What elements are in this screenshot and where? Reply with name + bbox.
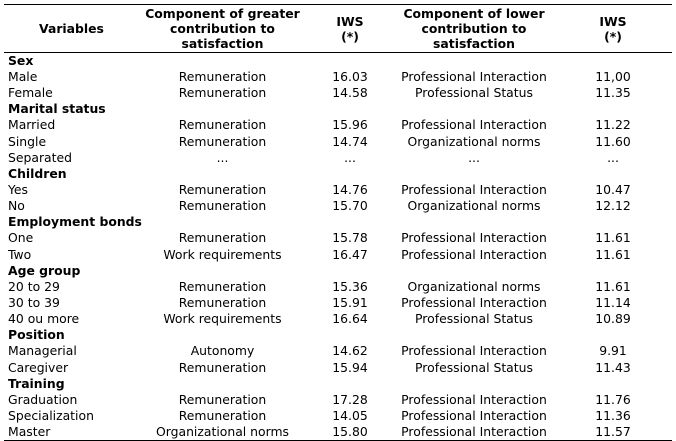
variable-label: Caregiver	[8, 359, 69, 375]
variable-label: 20 to 29	[8, 278, 60, 294]
iws-lower-value: 11.76	[595, 391, 631, 407]
greater-component: Remuneration	[178, 117, 267, 133]
iws-lower-value: 11.61	[595, 278, 631, 294]
iws-greater-value: 15.70	[332, 198, 368, 214]
table-row	[4, 182, 672, 198]
iws-greater-value: ...	[344, 149, 356, 165]
greater-component: ...	[216, 149, 229, 165]
lower-component: Professional Interaction	[401, 182, 547, 198]
iws-lower-value: 11,00	[595, 69, 631, 85]
iws-lower-value: 11.57	[554, 424, 672, 441]
lower-component: Professional Interaction	[401, 230, 547, 246]
iws-greater-value: 14.76	[332, 182, 368, 198]
iws-greater-value: 14.58	[332, 85, 368, 101]
lower-component: Professional Interaction	[401, 295, 547, 311]
table-row	[4, 408, 672, 424]
lower-component: Professional Interaction	[401, 391, 547, 407]
group-label: Position	[8, 327, 65, 343]
greater-component: Remuneration	[178, 408, 267, 424]
table-row	[4, 85, 672, 101]
table-row	[4, 295, 672, 311]
iws-lower-value: ...	[607, 149, 619, 165]
greater-component: Remuneration	[178, 278, 267, 294]
variable-label: 40 ou more	[8, 311, 80, 327]
header-iws-lower: IWS (*)	[554, 5, 672, 53]
iws-greater-value: 16.03	[332, 69, 368, 85]
variable-label: One	[8, 230, 34, 246]
table-row	[4, 279, 672, 295]
iws-greater-value: 15.78	[332, 230, 368, 246]
table-row	[4, 392, 672, 408]
greater-component: Remuneration	[178, 85, 267, 101]
header-row	[4, 5, 672, 53]
iws-greater-value: 16.47	[332, 246, 368, 262]
greater-component: Remuneration	[178, 359, 267, 375]
group-label: Sex	[8, 53, 34, 68]
lower-component: ...	[468, 149, 480, 165]
variable-label: No	[8, 198, 25, 214]
iws-lower-value: 10.47	[595, 182, 631, 198]
greater-component: Work requirements	[163, 311, 282, 327]
table-row	[4, 134, 672, 150]
variable-label: Female	[8, 85, 53, 101]
table-row	[4, 424, 672, 441]
lower-component: Professional Interaction	[401, 246, 547, 262]
variable-label: Male	[8, 69, 38, 85]
group-row	[4, 376, 672, 392]
iws-lower-value: 11.61	[595, 246, 631, 262]
table-row	[4, 343, 672, 359]
lower-component: Professional Interaction	[401, 343, 547, 359]
group-label: Training	[8, 375, 65, 391]
lower-component: Organizational norms	[407, 278, 541, 294]
group-label: Employment bonds	[8, 214, 142, 230]
iws-lower-value: 11.36	[595, 408, 631, 424]
iws-lower-value: 11.35	[595, 85, 631, 101]
iws-lower-value: 11.43	[595, 359, 631, 375]
lower-component: Professional Interaction	[401, 69, 547, 85]
variable-label: Married	[8, 117, 56, 133]
table-body	[4, 53, 672, 441]
greater-component: Remuneration	[178, 230, 267, 246]
iws-lower-value: 11.14	[595, 295, 631, 311]
iws-greater-value: 15.96	[332, 117, 368, 133]
group-row	[4, 214, 672, 230]
group-row	[4, 166, 672, 182]
variable-label: Two	[8, 246, 32, 262]
satisfaction-table	[4, 4, 672, 441]
iws-greater-value: 15.91	[332, 295, 368, 311]
iws-lower-value: 10.89	[595, 311, 631, 327]
variable-label: Master	[4, 424, 139, 441]
greater-component: Remuneration	[178, 182, 267, 198]
greater-component: Work requirements	[163, 246, 282, 262]
table-row	[4, 69, 672, 85]
iws-lower-value: 9.91	[599, 343, 627, 359]
iws-greater-value: 17.28	[332, 391, 368, 407]
variable-label: 30 to 39	[8, 295, 60, 311]
lower-component: Organizational norms	[407, 133, 541, 149]
greater-component: Remuneration	[178, 69, 267, 85]
table-row	[4, 360, 672, 376]
variable-label: Managerial	[8, 343, 77, 359]
group-row	[4, 327, 672, 343]
greater-component: Remuneration	[178, 295, 267, 311]
header-lower-component: Component of lower contribution to satisfaction	[394, 5, 554, 53]
lower-component: Professional Interaction	[401, 408, 547, 424]
group-row	[4, 53, 672, 70]
greater-component: Remuneration	[178, 391, 267, 407]
iws-greater-value: 14.62	[332, 343, 368, 359]
iws-lower-value: 11.22	[595, 117, 631, 133]
table-row	[4, 230, 672, 246]
header-variables: Variables	[4, 5, 139, 53]
iws-greater-value: 14.74	[332, 133, 368, 149]
table-row	[4, 150, 672, 166]
group-label: Marital status	[8, 101, 106, 117]
lower-component: Professional Interaction	[401, 117, 547, 133]
variable-label: Single	[8, 133, 47, 149]
variable-label: Yes	[8, 182, 29, 198]
table-row	[4, 117, 672, 133]
group-label: Children	[8, 165, 67, 181]
greater-component: Remuneration	[178, 198, 267, 214]
iws-lower-value: 11.61	[595, 230, 631, 246]
iws-greater-value: 15.94	[332, 359, 368, 375]
variable-label: Specialization	[8, 408, 94, 424]
greater-component: Organizational norms	[139, 424, 306, 441]
table-row	[4, 198, 672, 214]
greater-component: Remuneration	[178, 133, 267, 149]
group-row	[4, 101, 672, 117]
iws-greater-value: 14.05	[332, 408, 368, 424]
iws-lower-value: 12.12	[595, 198, 631, 214]
header-greater-component: Component of greater contribution to satisfaction	[139, 5, 306, 53]
lower-component: Professional Status	[415, 85, 533, 101]
variable-label: Graduation	[8, 391, 78, 407]
lower-component: Professional Interaction	[394, 424, 554, 441]
iws-greater-value: 15.36	[332, 278, 368, 294]
header-iws-greater: IWS (*)	[306, 5, 394, 53]
table-row	[4, 247, 672, 263]
group-label: Age group	[8, 262, 81, 278]
iws-lower-value: 11.60	[595, 133, 631, 149]
greater-component: Autonomy	[190, 343, 255, 359]
variable-label: Separated	[8, 149, 72, 165]
table-row	[4, 311, 672, 327]
group-row	[4, 263, 672, 279]
lower-component: Organizational norms	[407, 198, 541, 214]
iws-greater-value: 15.80	[306, 424, 394, 441]
lower-component: Professional Status	[415, 311, 533, 327]
lower-component: Professional Status	[415, 359, 533, 375]
iws-greater-value: 16.64	[332, 311, 368, 327]
